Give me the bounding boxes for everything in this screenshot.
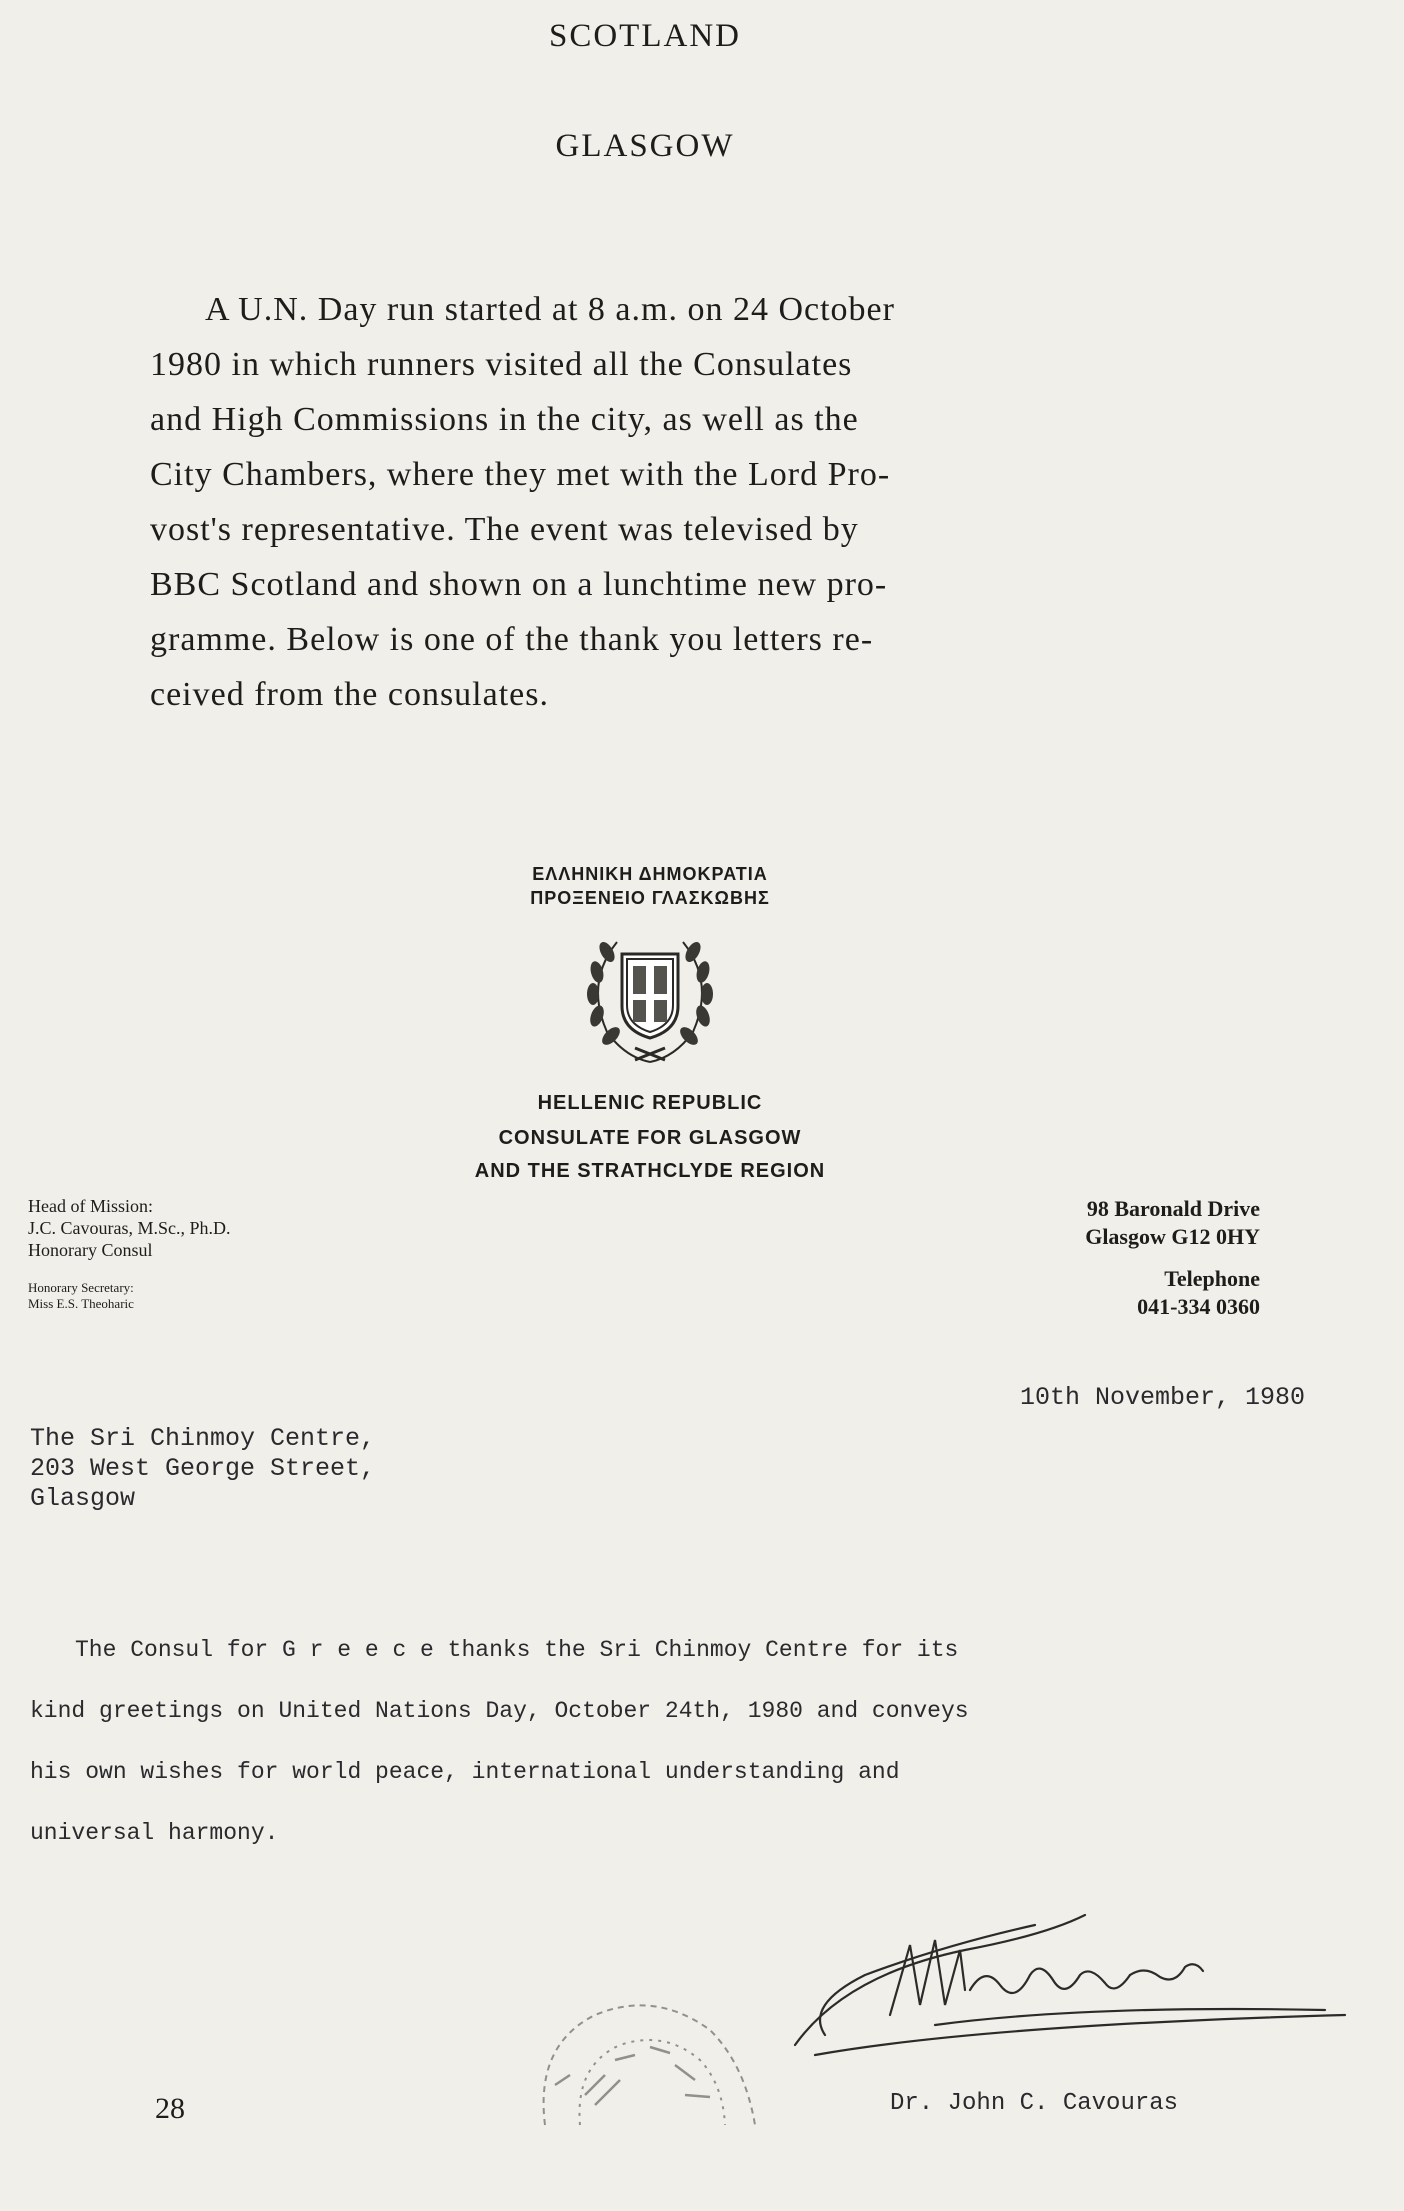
intro-line: gramme. Below is one of the thank you letters re- bbox=[150, 621, 874, 658]
address-line1: 98 Baronald Drive bbox=[1086, 1196, 1260, 1221]
letter-date: 10th November, 1980 bbox=[1020, 1383, 1306, 1412]
recipient-line: 203 West George Street, bbox=[30, 1454, 376, 1483]
telephone-number: 041-334 0360 bbox=[1137, 1294, 1260, 1319]
recipient-line: Glasgow bbox=[30, 1484, 136, 1513]
signer-name: Dr. John C. Cavouras bbox=[890, 2090, 1179, 2117]
intro-line: City Chambers, where they met with the Lord Pro- bbox=[150, 456, 891, 493]
intro-line: 1980 in which runners visited all the Consulates bbox=[150, 346, 853, 383]
secretary-block bbox=[28, 1280, 348, 1312]
head-of-mission-title: Honorary Consul bbox=[28, 1240, 153, 1260]
head-of-mission-name: J.C. Cavouras, M.Sc., Ph.D. bbox=[28, 1218, 231, 1238]
address-line2: Glasgow G12 0HY bbox=[1085, 1224, 1260, 1249]
letterhead-english-line2: CONSULATE FOR GLASGOW bbox=[498, 1127, 802, 1149]
body-line: kind greetings on United Nations Day, October 24th, 1980 and conveys bbox=[30, 1698, 969, 1724]
intro-line: A U.N. Day run started at 8 a.m. on 24 October bbox=[205, 291, 895, 328]
page-subtitle: GLASGOW bbox=[555, 128, 735, 164]
body-line: The Consul for G r e e c e thanks the Sri Chinmoy Centre for its bbox=[75, 1637, 959, 1663]
coat-of-arms-icon bbox=[577, 922, 723, 1070]
body-line: his own wishes for world peace, international understanding and bbox=[30, 1759, 900, 1785]
recipient-line: The Sri Chinmoy Centre, bbox=[30, 1424, 376, 1453]
head-of-mission-block bbox=[28, 1195, 348, 1261]
consulate-stamp-icon bbox=[525, 1985, 785, 2135]
letterhead-english-line3: AND THE STRATHCLYDE REGION bbox=[474, 1160, 826, 1182]
letter-body bbox=[30, 1620, 1340, 1864]
intro-line: BBC Scotland and shown on a lunchtime new pro- bbox=[150, 566, 888, 603]
telephone-label: Telephone bbox=[1164, 1266, 1260, 1291]
body-line: universal harmony. bbox=[30, 1820, 279, 1846]
recipient-address bbox=[30, 1424, 375, 1514]
signature-icon bbox=[785, 1905, 1355, 2075]
page-title: SCOTLAND bbox=[548, 18, 741, 54]
secretary-label: Honorary Secretary: bbox=[28, 1280, 134, 1295]
page-number: 28 bbox=[155, 2092, 185, 2125]
head-of-mission-label: Head of Mission: bbox=[28, 1196, 153, 1216]
intro-line: and High Commissions in the city, as well as the bbox=[150, 401, 859, 438]
intro-line: vost's representative. The event was televised by bbox=[150, 511, 859, 548]
letterhead-english-line1: HELLENIC REPUBLIC bbox=[537, 1092, 763, 1114]
consulate-address-block bbox=[990, 1195, 1260, 1321]
secretary-name: Miss E.S. Theoharic bbox=[28, 1296, 134, 1311]
intro-paragraph bbox=[150, 282, 1150, 722]
letterhead-greek-line2: ΠΡΟΞΕΝΕΙΟ ΓΛΑΣΚΩΒΗΣ bbox=[530, 888, 770, 908]
intro-line: ceived from the consulates. bbox=[150, 676, 549, 713]
letterhead-greek-line1: ΕΛΛΗΝΙΚΗ ΔΗΜΟΚΡΑΤΙΑ bbox=[532, 864, 768, 884]
